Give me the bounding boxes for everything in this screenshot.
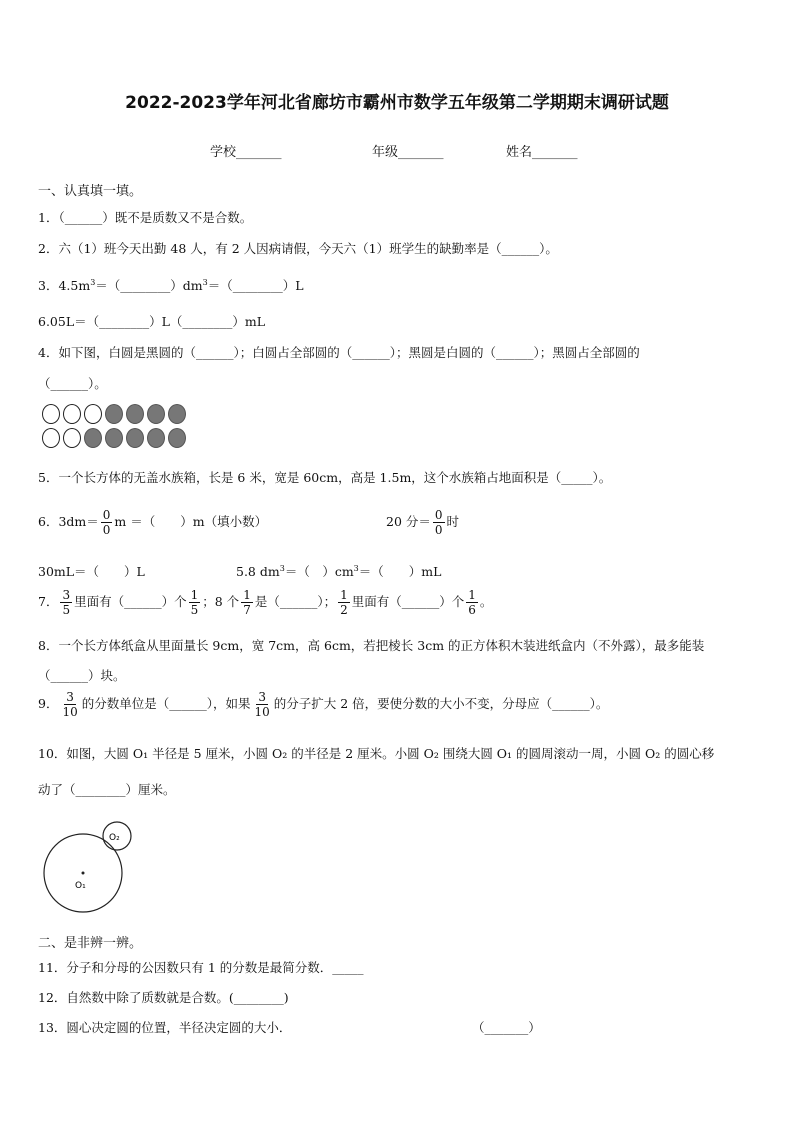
question-11: 11．分子和分母的公因数只有 1 的分数是最简分数．_____ (38, 960, 364, 975)
exponent: 3 (353, 563, 359, 573)
circle-rolling-figure (40, 818, 150, 918)
question-6c: 30mL＝（ ）L (38, 564, 145, 579)
fraction: $\frac{1}{7}$ (243, 588, 251, 617)
question-13-blank: （_______） (472, 1020, 541, 1035)
white-circle (42, 404, 60, 424)
exponent: 3 (90, 277, 96, 287)
black-circle (147, 404, 165, 424)
small-circle-label: O₂ (109, 833, 120, 843)
question-4a: 4．如下图，白圆是黑圆的（______）；白圆占全部圆的（______）；黑圆是白圆的（______）；黑圆占全部圆的 (38, 345, 640, 360)
white-circle (63, 428, 81, 448)
question-12: 12．自然数中除了质数就是合数。(________) (38, 990, 289, 1005)
black-circle (126, 428, 144, 448)
fraction: $\frac{3}{5}$ (62, 588, 71, 617)
question-8a: 8．一个长方体纸盒从里面量长 9cm，宽 7cm，高 6cm，若把棱长 3cm 的正方体积木装进纸盒内（不外露），最多能装 (38, 638, 705, 653)
fraction: $\frac{3}{10}$ (62, 690, 78, 719)
question-10a: 10．如图，大圆 O₁ 半径是 5 厘米，小圆 O₂ 的半径是 2 厘米。小圆 O₂ 围绕大圆 O₁ 的圆周滚动一周，小圆 O₂ 的圆心移 (38, 746, 715, 761)
black-circle (168, 428, 186, 448)
grade-field: 年级_______ (372, 145, 444, 160)
question-6b: 20 分＝ $\frac{0}{0}$ 时 (386, 508, 460, 537)
question-6d: 5.8 $dm^3=$（ ）$cm^3=$（ ）mL (236, 563, 442, 579)
fraction: $\frac{1}{2}$ (340, 588, 348, 617)
question-3b: 6.05L＝（________）L（________）mL (38, 314, 266, 329)
question-13: 13．圆心决定圆的位置，半径决定圆的大小． (38, 1020, 292, 1035)
question-1: 1．（______）既不是质数又不是合数。 (38, 210, 253, 225)
fraction: $\frac{3}{10}$ (254, 690, 270, 719)
question-8b: （______）块。 (38, 668, 126, 683)
question-5: 5．一个长方体的无盖水族箱，长是 6 米，宽是 60cm，高是 1.5m，这个水族箱占地面积是（_____）。 (38, 470, 612, 485)
question-4b: （______）。 (38, 376, 107, 391)
question-10b: 动了（________）厘米。 (38, 782, 176, 797)
black-circle (105, 428, 123, 448)
page-title: 2022-2023学年河北省廊坊市霸州市数学五年级第二学期期末调研试题 (125, 93, 669, 113)
black-circle (105, 404, 123, 424)
exponent: 3 (202, 277, 208, 287)
black-circle (168, 404, 186, 424)
name-field: 姓名_______ (506, 145, 578, 160)
fraction: $\frac{0}{0}$ (102, 508, 111, 537)
white-circle (84, 404, 102, 424)
fraction: $\frac{1}{5}$ (190, 588, 199, 617)
white-circle (63, 404, 81, 424)
exponent: 3 (279, 563, 285, 573)
big-center-dot (82, 872, 85, 875)
question-7: 7． $\frac{3}{5}$ 里面有（______）个 $\frac{1}{5}$ ；8 个 $\frac{1}{7}$ 是（______）； $\frac{1}{2}$ 里面有（______）个 $\frac{1}{6}$ 。 (38, 588, 493, 617)
circle-row-1 (42, 404, 202, 428)
circle-row-2 (42, 428, 202, 452)
black-circle (147, 428, 165, 448)
question-3a: 3．$4.5m^3=(\_\_\_\_\_\_\_\_)dm^3=(\_\_\_\_\_\_\_\_)L$ (38, 277, 304, 293)
fraction: $\frac{0}{0}$ (434, 508, 443, 537)
circle-figure (42, 404, 202, 452)
question-2: 2．六（1）班今天出勤 48 人，有 2 人因病请假，今天六（1）班学生的缺勤率是（______）。 (38, 241, 558, 256)
section-heading-2: 二、是非辨一辨。 (38, 936, 143, 951)
section-heading-1: 一、认真填一填。 (38, 184, 143, 199)
question-9: 9． $\frac{3}{10}$ 的分数单位是（______），如果 $\frac{3}{10}$ 的分子扩大 2 倍，要使分数的大小不变，分母应（______）。 (38, 690, 609, 719)
fraction: $\frac{1}{6}$ (468, 588, 476, 617)
white-circle (42, 428, 60, 448)
black-circle (126, 404, 144, 424)
question-6a: 6．3dm＝ $\frac{0}{0}$ m ＝（ ）m（填小数） (38, 508, 268, 537)
school-field: 学校_______ (210, 145, 282, 160)
black-circle (84, 428, 102, 448)
big-circle-label: O₁ (75, 881, 86, 891)
